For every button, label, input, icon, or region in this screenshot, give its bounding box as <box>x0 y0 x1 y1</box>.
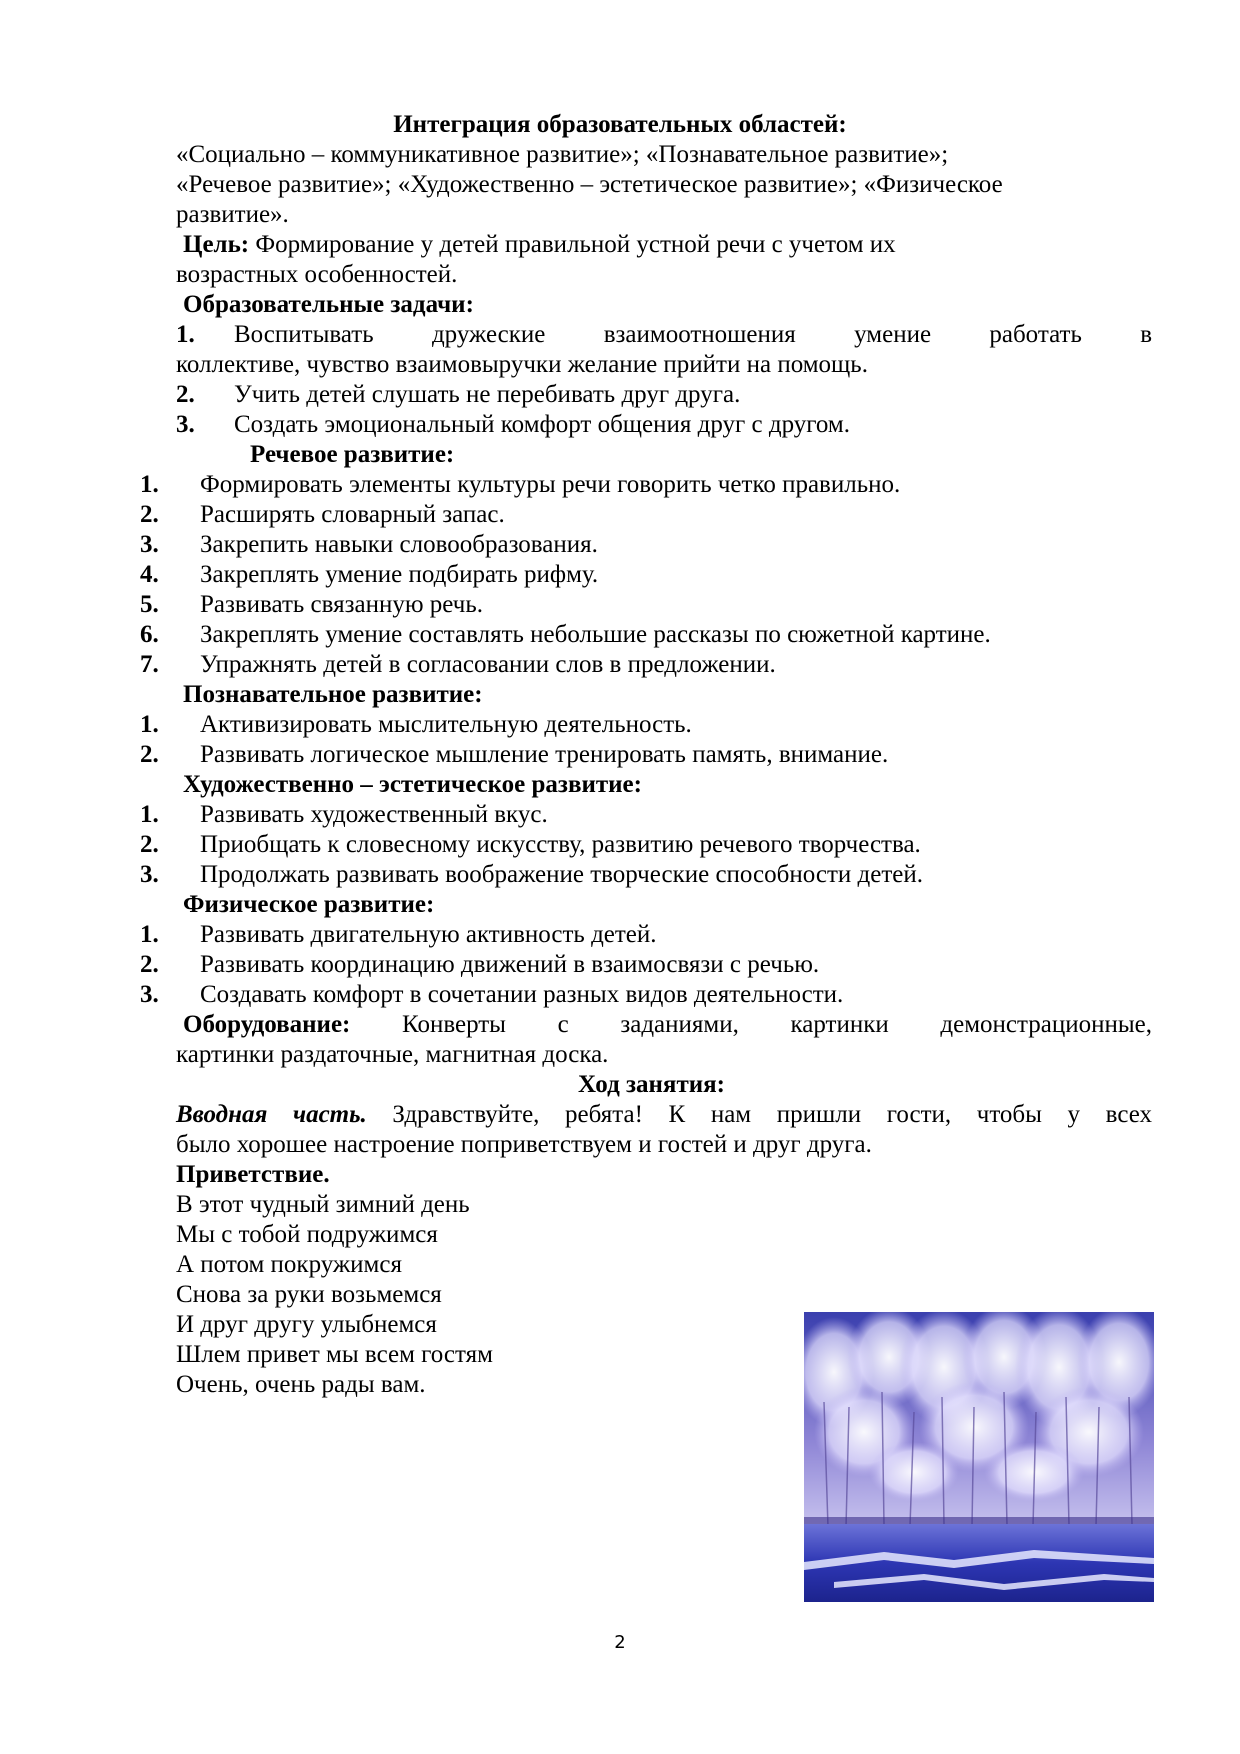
speech-item-number: 2. <box>140 501 159 528</box>
speech-item: Формировать элементы культуры речи говорить четко правильно. <box>200 471 901 498</box>
cognitive-item-number: 1. <box>140 711 159 738</box>
artistic-item-number: 3. <box>140 861 159 888</box>
winter-forest-painting <box>804 1312 1154 1602</box>
artistic-item: Продолжать развивать воображение творческие способности детей. <box>200 861 923 888</box>
goal-text-line-2: возрастных особенностей. <box>176 261 458 288</box>
cognitive-item-number: 2. <box>140 741 159 768</box>
poem-line: А потом покружимся <box>176 1251 402 1278</box>
artistic-item-number: 1. <box>140 801 159 828</box>
edu-task-number: 2. <box>176 381 195 408</box>
physical-item: Создавать комфорт в сочетании разных видов деятельности. <box>200 981 844 1008</box>
cognitive-item: Развивать логическое мышление тренировать память, внимание. <box>200 741 889 768</box>
edu-task-1-line-1: Воспитывать дружеские взаимоотношения умение работать в <box>234 321 1152 348</box>
poem-line: Мы с тобой подружимся <box>176 1221 438 1248</box>
physical-title: Физическое развитие: <box>183 891 435 918</box>
cognitive-title: Познавательное развитие: <box>183 681 483 708</box>
speech-item-number: 4. <box>140 561 159 588</box>
physical-item-number: 3. <box>140 981 159 1008</box>
edu-task-number: 3. <box>176 411 195 438</box>
speech-item-number: 7. <box>140 651 159 678</box>
edu-task-3: Создать эмоциональный комфорт общения друг с другом. <box>234 411 851 438</box>
edu-tasks-title: Образовательные задачи: <box>183 291 474 318</box>
speech-item-number: 5. <box>140 591 159 618</box>
goal-label: Цель: <box>183 231 250 258</box>
edu-task-2: Учить детей слушать не перебивать друг друга. <box>234 381 741 408</box>
artistic-item: Развивать художественный вкус. <box>200 801 548 828</box>
speech-item: Закреплять умение подбирать рифму. <box>200 561 599 588</box>
artistic-item-number: 2. <box>140 831 159 858</box>
page-number: 2 <box>614 1632 626 1653</box>
cognitive-item: Активизировать мыслительную деятельность. <box>200 711 692 738</box>
speech-title: Речевое развитие: <box>250 441 455 468</box>
lesson-title: Ход занятия: <box>578 1071 725 1098</box>
equipment-label: Оборудование: <box>183 1011 351 1038</box>
integration-line-2: «Речевое развитие»; «Художественно – эстетическое развитие»; «Физическое <box>176 171 1003 198</box>
equipment-paragraph <box>183 1008 1152 1041</box>
poem-line: Очень, очень рады вам. <box>176 1371 426 1398</box>
integration-title: Интеграция образовательных областей: <box>393 111 847 138</box>
artistic-title: Художественно – эстетическое развитие: <box>183 771 642 798</box>
speech-item: Расширять словарный запас. <box>200 501 505 528</box>
equipment-text-line-1: Конверты с заданиями, картинки демонстрационные, <box>350 1011 1152 1038</box>
integration-line-1: «Социально – коммуникативное развитие»; «Познавательное развитие»; <box>176 141 949 168</box>
physical-item-number: 2. <box>140 951 159 978</box>
speech-item-number: 1. <box>140 471 159 498</box>
physical-item-number: 1. <box>140 921 159 948</box>
poem-line: Шлем привет мы всем гостям <box>176 1341 493 1368</box>
artistic-item: Приобщать к словесному искусству, развитию речевого творчества. <box>200 831 921 858</box>
edu-task-number: 1. <box>176 321 195 348</box>
intro-text-line-2: было хорошее настроение поприветствуем и гостей и друг друга. <box>176 1131 872 1158</box>
speech-item: Закреплять умение составлять небольшие рассказы по сюжетной картине. <box>200 621 991 648</box>
intro-text-line-1: Здравствуйте, ребята! К нам пришли гости, чтобы у всех <box>366 1101 1152 1128</box>
integration-line-3: развитие». <box>176 201 289 228</box>
edu-task-1-line-2: коллективе, чувство взаимовыручки желание прийти на помощь. <box>176 351 868 378</box>
equipment-text-line-2: картинки раздаточные, магнитная доска. <box>176 1041 609 1068</box>
speech-item-number: 3. <box>140 531 159 558</box>
physical-item: Развивать двигательную активность детей. <box>200 921 657 948</box>
speech-item: Упражнять детей в согласовании слов в предложении. <box>200 651 776 678</box>
intro-label: Вводная часть. <box>176 1101 367 1128</box>
speech-item-number: 6. <box>140 621 159 648</box>
poem-line: И друг другу улыбнемся <box>176 1311 437 1338</box>
poem-line: Снова за руки возьмемся <box>176 1281 442 1308</box>
goal-paragraph <box>183 228 896 261</box>
physical-item: Развивать координацию движений в взаимосвязи с речью. <box>200 951 820 978</box>
speech-item: Развивать связанную речь. <box>200 591 483 618</box>
speech-item: Закрепить навыки словообразования. <box>200 531 598 558</box>
poem-line: В этот чудный зимний день <box>176 1191 470 1218</box>
intro-paragraph <box>176 1098 1152 1131</box>
greeting-title: Приветствие. <box>176 1161 330 1188</box>
goal-text-line-1: Формирование у детей правильной устной речи с учетом их <box>249 231 896 258</box>
